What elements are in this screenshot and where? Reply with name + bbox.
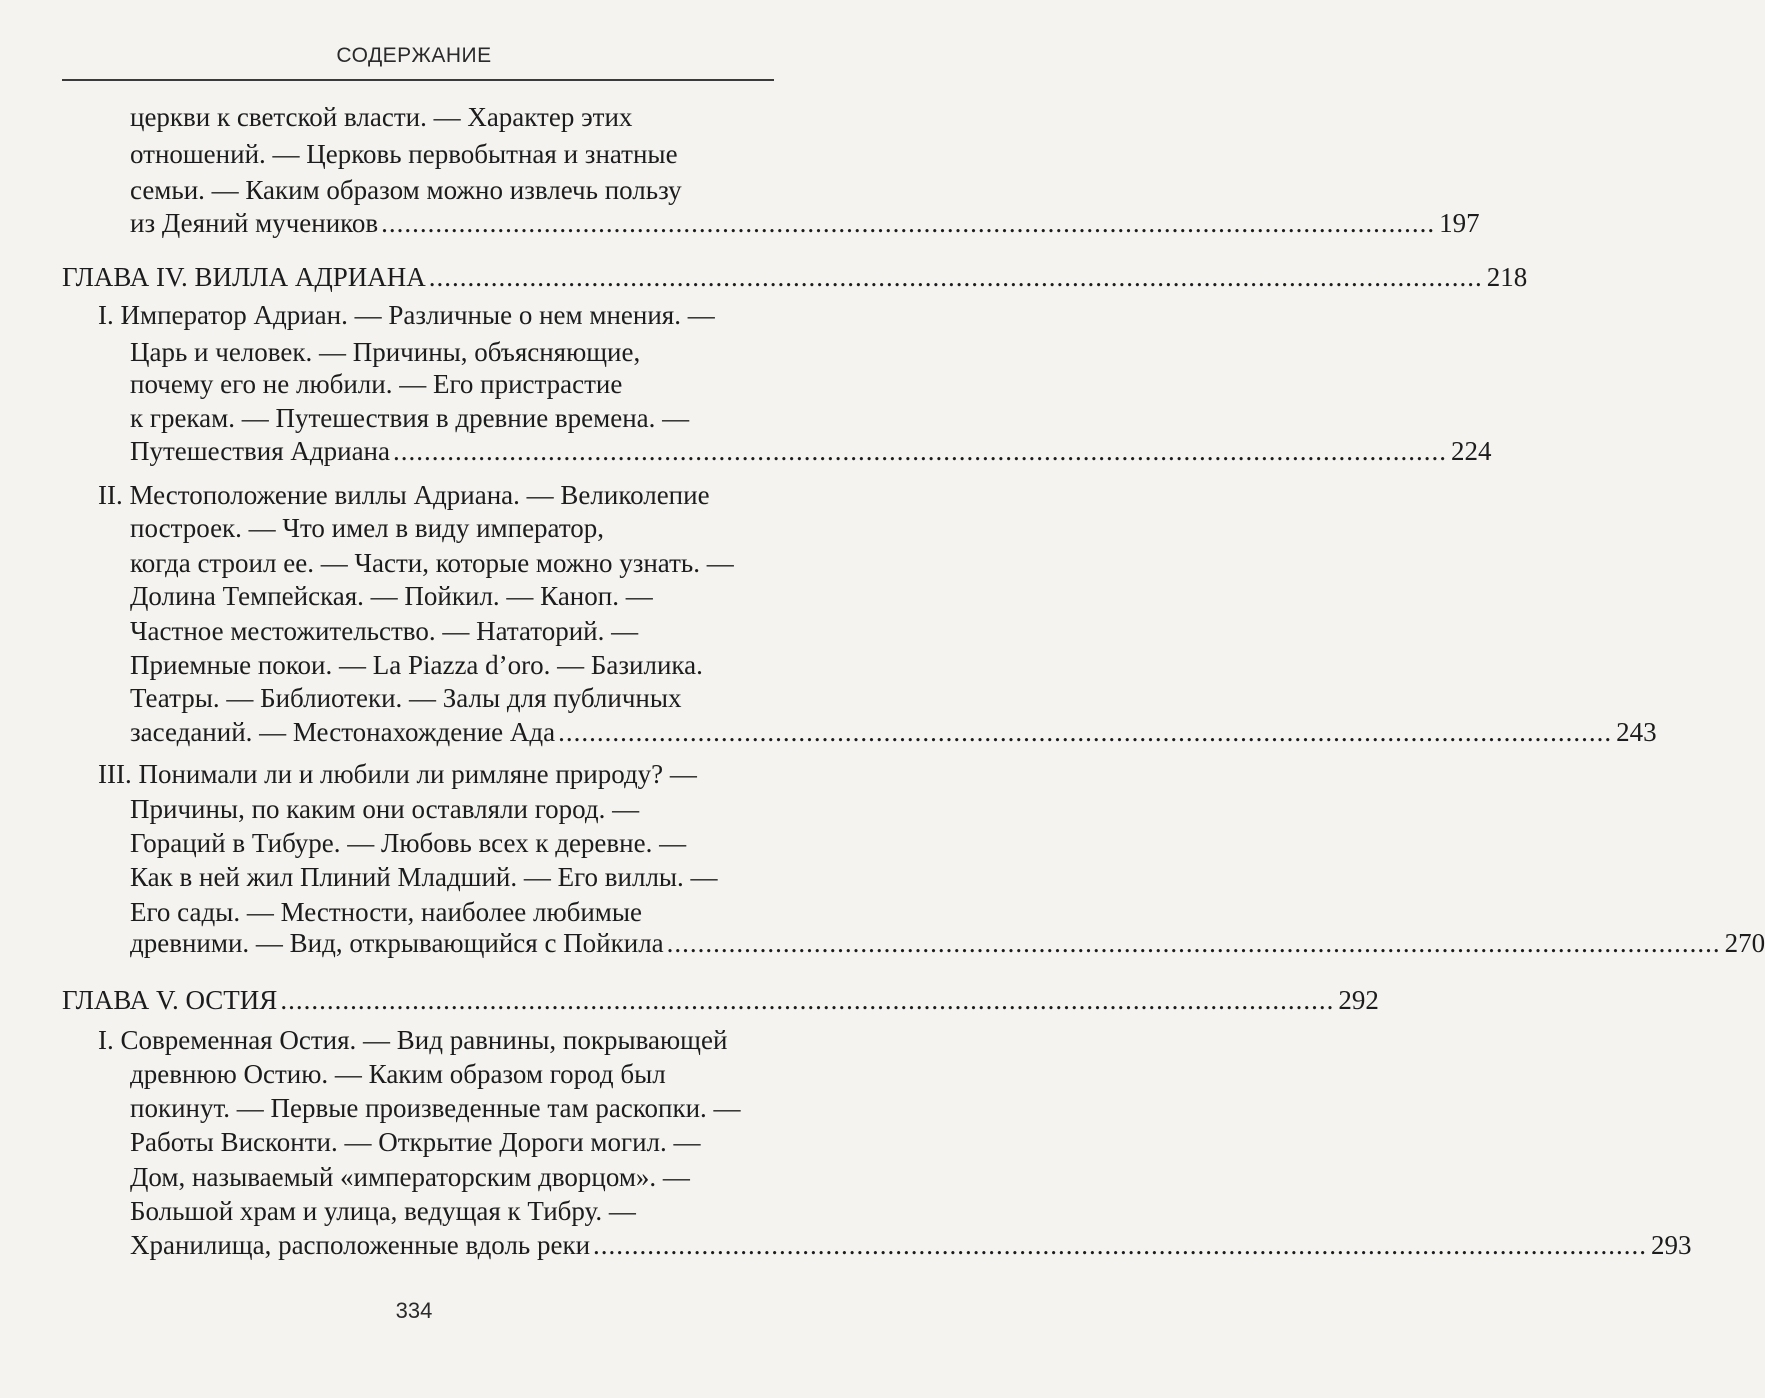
toc-line: I. Император Адриан. — Различные о нем мнения. — [98,300,715,330]
toc-line: почему его не любили. — Его пристрастие [130,369,623,399]
toc-line: Путешествия Адриана [130,436,390,466]
toc-page-number: 292 [1338,985,1379,1015]
toc-line: церкви к светской власти. — Характер этих [130,102,633,132]
leader-dots: ........................................................................................................................................ [428,262,1483,292]
toc-line: Царь и человек. — Причины, объясняющие, [130,337,641,367]
toc-line: покинут. — Первые произведенные там раскопки. — [130,1093,741,1123]
toc-line: Театры. — Библиотеки. — Залы для публичных [130,683,682,713]
toc-line: Причины, по каким они оставляли город. — [130,794,640,824]
toc-line: когда строил ее. — Части, которые можно узнать. — [130,548,734,578]
toc-page-number: 270 [1724,928,1765,958]
toc-line: Долина Темпейская. — Пойкил. — Каноп. — [130,581,653,611]
toc-chapter-heading [62,260,1528,294]
toc-line: отношений. — Церковь первобытная и знатные [130,139,678,169]
toc-entry-last-line [130,206,1480,240]
toc-line: Его сады. — Местности, наиболее любимые [130,897,643,927]
running-head-title: СОДЕРЖАНИЕ [336,44,492,67]
toc-line: Хранилища, расположенные вдоль реки [130,1230,591,1260]
leader-dots: ........................................................................................................................................ [558,717,1613,747]
toc-line: Гораций в Тибуре. — Любовь всех к деревне. — [130,828,687,858]
toc-line: древнюю Остию. — Каким образом город был [130,1059,666,1089]
toc-line: Большой храм и улица, ведущая к Тибру. — [130,1196,636,1226]
toc-page-number: 218 [1486,262,1528,292]
leader-dots: ........................................................................................................................................ [666,928,1721,958]
toc-entry-last-line [130,434,1492,468]
leader-dots: ........................................................................................................................................ [280,985,1335,1015]
leader-dots: ........................................................................................................................................ [392,436,1447,466]
toc-line: I. Современная Остия. — Вид равнины, покрывающей [98,1025,728,1055]
header-rule [62,79,774,81]
toc-entry-last-line [130,926,1765,960]
toc-line: Работы Висконти. — Открытие Дороги могил. — [130,1127,701,1157]
toc-line: Приемные покои. — La Piazza d’oro. — Базилика. [130,650,703,680]
toc-line: ГЛАВА IV. ВИЛЛА АДРИАНА [62,262,426,292]
toc-line: к грекам. — Путешествия в древние времена. — [130,403,690,433]
toc-line: заседаний. — Местонахождение Ада [130,717,556,747]
toc-page-number: 224 [1450,436,1492,466]
leader-dots: ........................................................................................................................................ [381,208,1436,238]
toc-line: Дом, называемый «императорским дворцом». — [130,1162,690,1192]
toc-page-number: 293 [1651,1230,1692,1260]
toc-line: из Деяний мучеников [130,208,379,238]
toc-line: ГЛАВА V. ОСТИЯ [62,985,278,1015]
toc-entry-last-line [130,715,1657,749]
toc-line: III. Понимали ли и любили ли римляне природу? — [98,759,697,789]
toc-line: Частное местожительство. — Нататорий. — [130,616,639,646]
toc-chapter-heading [62,983,1379,1017]
page-number: 334 [395,1298,433,1323]
toc-page-number: 197 [1439,208,1480,238]
toc-entry-last-line [130,1228,1692,1262]
leader-dots: ........................................................................................................................................ [593,1230,1648,1260]
toc-page-number: 243 [1616,717,1657,747]
toc-line: построек. — Что имел в виду император, [130,513,605,543]
toc-line: древними. — Вид, открывающийся с Пойкила [130,928,664,958]
toc-line: Как в ней жил Плиний Младший. — Его виллы. — [130,862,718,892]
toc-line: семьи. — Каким образом можно извлечь пользу [130,175,682,205]
toc-line: II. Местоположение виллы Адриана. — Великолепие [98,480,710,510]
